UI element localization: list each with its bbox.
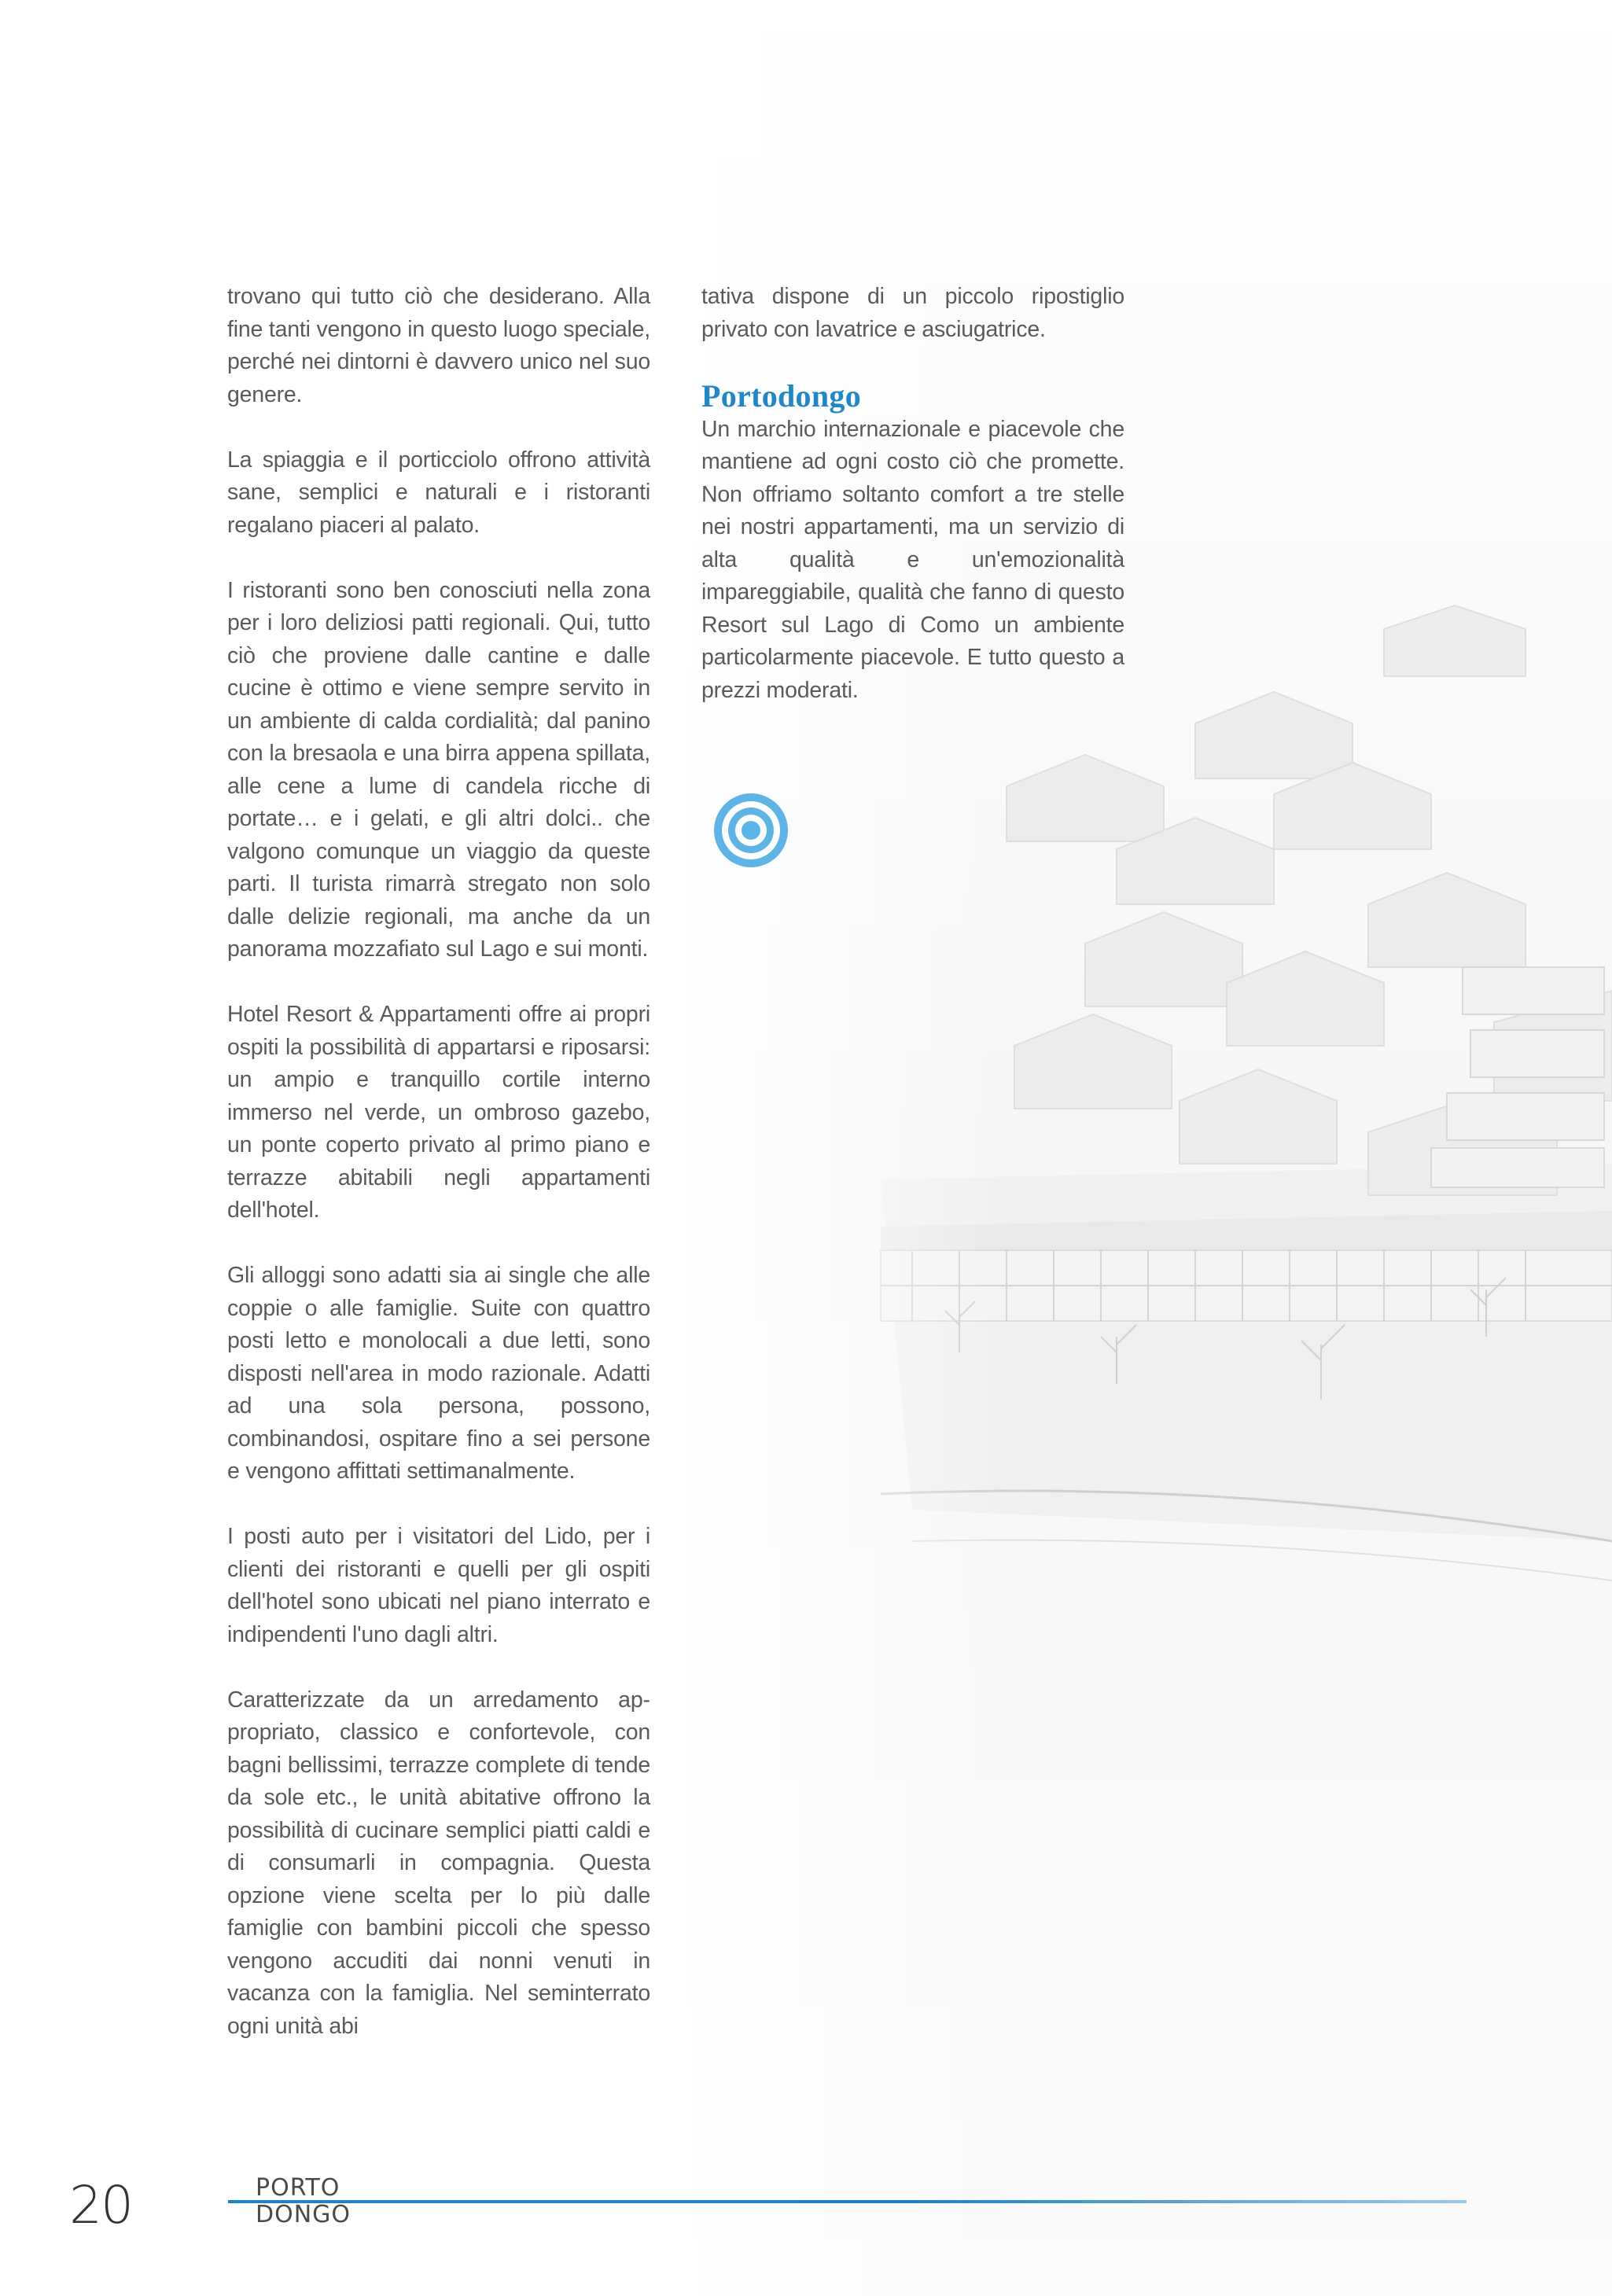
right-text-column <box>701 281 1124 707</box>
paragraph: Hotel Resort & Appartamenti offre ai propri ospiti la possibilità di appartarsi e riposarsi: un ampio e tranquillo cortile interno immerso nel verde, un ombroso gazebo, un ponte coperto privato al primo piano e terrazze abitabili negli appartamenti dell'hotel. <box>227 1002 650 1223</box>
section-heading: Portodongo <box>701 377 861 414</box>
footer-rule <box>228 2200 1467 2203</box>
paragraph: I posti auto per i visitatori del Lido, per i clienti dei ristoranti e quelli per gli ospiti dell'hotel sono ubicati nel piano interrato e indipendenti l'uno dagli altri. <box>227 1524 650 1647</box>
target-icon <box>711 790 791 870</box>
paragraph: Un marchio internazionale e piacevole che mantiene ad ogni costo ciò che promette. Non offriamo soltanto comfort a tre stelle nei nostri appartamenti, ma un servizio di alta qualità e un'emozionalità impareggiabile, qualità che fanno di questo Resort sul Lago di Como un ambiente particolarmente piacevole. E tutto questo a prezzi moderati. <box>701 416 1124 703</box>
paragraph: Gli alloggi sono adatti sia ai single che alle coppie o alle famiglie. Suite con quattro posti letto e monolocali a due letti, sono disposti nell'area in modo razionale. Adatti ad una sola persona, possono, combinandosi, ospitare fino a sei persone e vengono affittati settimanalmente. <box>227 1263 650 1484</box>
paragraph: I ristoranti sono ben conosciuti nella zona per i loro deliziosi patti regionali. Qui, tutto ciò che proviene dalle cantine e dalle cucine è ottimo e viene sempre servito in un ambiente di calda cordialità; dal panino con la bresaola e una birra appena spillata, alle cene a lume di candela ricche di portate… e i gelati, e gli altri dolci.. che valgono comunque un viaggio da queste parti. Il turista rimarrà stregato non solo dalle delizie regionali, ma anche da un panorama mozzafiato sul Lago e sui monti. <box>227 577 650 962</box>
left-text-column <box>227 281 650 2043</box>
paragraph: Caratterizzate da un arredamento appropriato, classico e confortevole, con bagni bellissimi, terrazze complete di tende da sole etc., le unità abitative offrono la possibilità di cucinare semplici piatti caldi e di consumarli in compagnia. Questa opzione viene scelta per lo più dalle famiglie con bambini piccoli che spesso vengono accuditi dai nonni venuti in vacanza con la famiglia. Nel seminterrato ogni unità abi <box>227 1687 650 2039</box>
paragraph: La spiaggia e il porticciolo offrono attività sane, semplici e naturali e i ristoranti regalano piaceri al palato. <box>227 447 650 538</box>
logo-text-bottom: DONGO <box>256 2201 351 2228</box>
page-number: 20 <box>69 2175 132 2235</box>
paragraph: trovano qui tutto ciò che desiderano. Alla fine tanti vengono in questo luogo speciale, perché nei dintorni è davvero unico nel suo genere. <box>227 284 650 407</box>
logo-text-top: PORTO <box>256 2174 340 2202</box>
portodongo-logo <box>256 2176 358 2228</box>
paragraph-continuation: tativa dispone di un piccolo ripostiglio privato con lavatrice e asciugatrice. <box>701 284 1124 342</box>
